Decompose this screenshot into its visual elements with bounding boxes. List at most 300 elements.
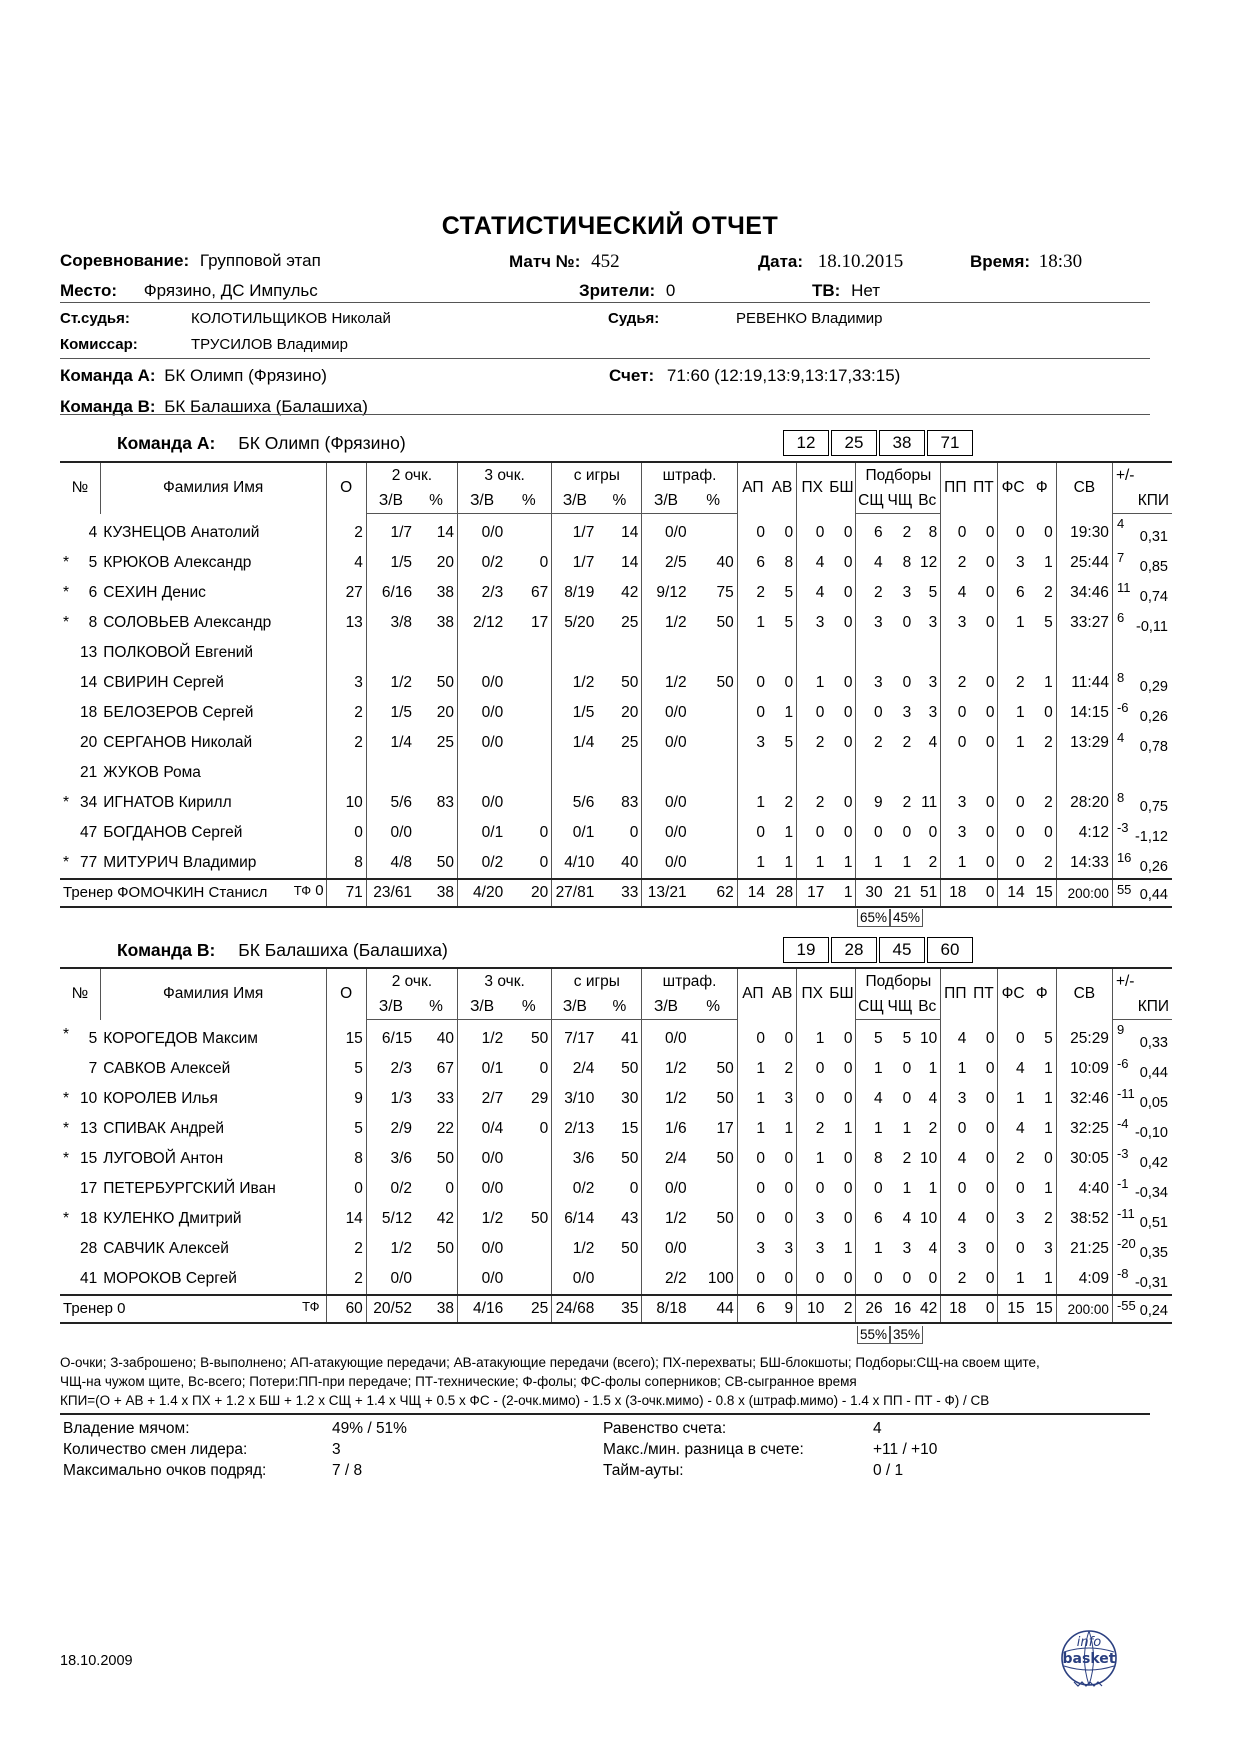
lead-changes-label: Количество смен лидера: [63,1441,248,1458]
cell-vs [914,758,941,788]
cell-f: 1 [1044,1270,1053,1287]
cell-ap: 0 [737,1144,768,1174]
cell-no [60,578,100,608]
plus-minus-value: -11 [1116,1206,1135,1221]
cell-f: 2 [1044,854,1053,871]
cell-vs [914,638,941,668]
col-sv: СВ [1056,462,1112,514]
coach-label: Тренер ФОМОЧКИН Станисл [63,884,268,901]
cell-fgp: 40 [621,854,639,871]
cell-fgp [597,758,642,788]
player-number: 17 [80,1180,98,1197]
total-kpi-value: 0,44 [1139,887,1168,903]
col-rebounds: Подборы [856,968,941,994]
player-number: 4 [88,523,98,541]
cell-p2p: 50 [436,1150,454,1167]
cell-pt: 0 [985,1090,995,1107]
team-a-reb-pct-own: 65% [857,909,890,927]
cell-vs: 5 [928,584,938,601]
player-row [60,608,1172,638]
cell-p2p: 25 [436,734,454,751]
cell-f: 1 [1044,1120,1053,1137]
cell-ap: 1 [737,1054,768,1084]
cell-pts: 10 [326,788,366,818]
cell-sv: 32:46 [1056,1084,1112,1114]
col-two-made: З/В [366,488,415,514]
cell-ft: 1/2 [642,1084,690,1114]
col-bsh: БШ [827,968,856,1020]
head-referee-value: КОЛОТИЛЬЩИКОВ Николай [191,310,391,327]
col-field-goals: с игры [552,462,642,488]
cell-fgp: 50 [621,1150,639,1167]
col-name: Фамилия Имя [100,462,326,514]
cell-av: 1 [784,1120,794,1137]
time-row [970,251,1082,273]
col-fg-made: З/В [552,994,598,1020]
cell-p2p: 14 [436,524,454,541]
cell-ap: 0 [737,1174,768,1204]
cell-pt: 0 [985,1180,995,1197]
technical-fouls [294,882,324,899]
col-pt: ПТ [969,462,998,514]
cell-p3: 0/0 [457,514,506,549]
cell-av: 0 [784,674,794,691]
cell-f: 2 [1044,1210,1053,1227]
cell-bsh: 0 [843,1090,853,1107]
kpi-value: 0,42 [1139,1155,1168,1171]
cell-vs: 3 [928,704,938,721]
cell-p2p: 0 [445,1180,454,1197]
cell-fgp: 50 [621,1240,639,1257]
cell-p3p: 0 [539,824,549,841]
cell-sv: 33:27 [1056,608,1112,638]
total-av: 9 [768,1295,797,1323]
cell-shch: 4 [856,1084,886,1114]
total-kpi [1112,1295,1172,1323]
cell-p3: 0/4 [457,1114,506,1144]
cell-bsh: 0 [843,1270,853,1287]
col-rebounds: Подборы [856,462,941,488]
cell-bsh: 0 [843,1060,853,1077]
total-pp: 18 [941,879,970,907]
cell-ftp: 100 [707,1270,734,1287]
legend-divider [60,1413,1150,1415]
cell-sv: 25:29 [1056,1020,1112,1055]
cell-kpi [1112,1144,1172,1174]
cell-p3p: 0 [539,1120,549,1137]
cell-name: МИТУРИЧ Владимир [103,854,257,871]
total-fg: 27/81 [552,879,598,907]
cell-ft: 0/0 [642,728,690,758]
header-divider-3 [60,414,1150,415]
cell-name: СЕРГАНОВ Николай [103,734,253,751]
cell-fgp: 41 [621,1030,639,1047]
possession-label: Владение мячом: [63,1420,190,1437]
cell-ft: 1/2 [642,608,690,638]
cell-ap: 0 [737,818,768,848]
max-diff-label: Макс./мин. разница в счете: [603,1441,804,1458]
total-px: 17 [797,879,828,907]
cell-chshch: 1 [902,1180,912,1197]
cell-p3p [506,788,552,818]
total-chshch: 16 [886,1295,915,1323]
cell-p2p: 38 [436,584,454,601]
cell-ap: 1 [737,608,768,638]
cell-pp: 4 [941,578,970,608]
plus-minus-value: 4 [1116,730,1125,745]
total-p3: 4/16 [457,1295,506,1323]
cell-av: 0 [784,1180,794,1197]
cell-f: 3 [1044,1240,1053,1257]
cell-no [60,548,100,578]
cell-no [60,1204,100,1234]
cell-px: 0 [797,1264,828,1295]
coach-label: Тренер 0 [63,1300,126,1317]
cell-sv: 14:33 [1056,848,1112,879]
cell-pp: 4 [941,1020,970,1055]
cell-name: СЕХИН Денис [103,584,206,601]
head-referee-label: Ст.судья: [60,310,130,327]
total-fs: 14 [998,879,1028,907]
player-number: 13 [80,644,98,661]
player-row [60,668,1172,698]
kpi-value: 0,33 [1139,1035,1168,1051]
cell-ftp: 50 [716,1090,734,1107]
tf-label: ТФ [293,883,312,898]
cell-pp: 2 [941,668,970,698]
col-kpi: КПИ [1112,994,1172,1020]
cell-shch: 1 [856,1114,886,1144]
cell-name: ЛУГОВОЙ Антон [103,1150,224,1167]
cell-name: МОРОКОВ Сергей [103,1270,237,1287]
cell-fg: 0/0 [552,1264,598,1295]
player-row [60,1204,1172,1234]
col-ft-made: З/В [642,488,690,514]
date-label: Дата: [758,252,804,271]
cell-px [797,758,828,788]
plus-minus-value: 7 [1116,550,1125,565]
date-row [758,251,903,273]
cell-pp: 0 [941,728,970,758]
cell-sv: 30:05 [1056,1144,1112,1174]
cell-f: 1 [1044,1060,1053,1077]
total-f: 15 [1028,879,1057,907]
cell-pp: 2 [941,1264,970,1295]
cell-ap [737,758,768,788]
cell-pt: 0 [985,1120,995,1137]
player-row [60,1020,1172,1055]
col-two-pointers: 2 очк. [366,462,457,488]
cell-bsh: 0 [843,704,853,721]
cell-name: КОРОГЕДОВ Максим [103,1029,258,1047]
cell-fs [998,638,1028,668]
commissioner-row [60,336,138,353]
team-b-reb-pct-own: 55% [857,1326,890,1344]
cell-ap: 0 [737,1020,768,1055]
cell-bsh: 0 [843,523,853,541]
cell-sv: 38:52 [1056,1204,1112,1234]
col-reb-total: Вс [914,488,941,514]
cell-fgp: 0 [629,1180,639,1197]
spectators-value: 0 [665,281,676,300]
cell-vs: 2 [928,854,938,871]
cell-shch: 1 [856,848,886,879]
cell-fgp: 14 [621,554,639,571]
cell-px: 2 [797,788,828,818]
cell-fg: 5/6 [552,788,598,818]
cell-chshch: 2 [902,1150,912,1167]
cell-fgp: 14 [621,524,639,541]
starter-marker: * [63,854,70,871]
kpi-value: -0,34 [1134,1185,1168,1201]
col-free-throws: штраф. [642,968,737,994]
cell-px: 0 [797,1084,828,1114]
kpi-value: 0,26 [1139,709,1168,725]
cell-p2p [415,638,457,668]
plus-minus-value: 11 [1116,580,1131,595]
col-bsh: БШ [827,462,856,514]
total-pts: 71 [326,879,366,907]
starter-marker: * [63,794,70,811]
cell-pts: 2 [326,698,366,728]
cell-p2p: 50 [436,1240,454,1257]
cell-p2p: 42 [436,1210,454,1227]
cell-bsh: 1 [843,1120,853,1137]
cell-shch [856,758,886,788]
tf-label: ТФ [302,1299,320,1314]
cell-sv: 28:20 [1056,788,1112,818]
kpi-value: -1,12 [1134,829,1168,845]
col-points: О [326,968,366,1020]
col-fs: ФС [998,462,1028,514]
total-chshch: 21 [886,879,915,907]
commissioner-value: ТРУСИЛОВ Владимир [191,336,348,353]
spectators-row [579,281,675,301]
cell-p2p: 67 [436,1060,454,1077]
cell-pts: 27 [326,578,366,608]
time-label: Время: [970,252,1031,271]
cell-av: 1 [784,824,794,841]
cell-ftp: 17 [716,1120,734,1137]
cell-name: БЕЛОЗЕРОВ Сергей [103,704,254,721]
cell-p2: 0/0 [366,1264,415,1295]
cell-p3 [457,638,506,668]
match-value: 452 [591,251,620,272]
cell-pt: 0 [985,1060,995,1077]
col-reb-opp: ЧЩ [886,994,915,1020]
cell-ftp [690,1020,738,1055]
cell-no [60,1144,100,1174]
cell-fgp: 25 [621,614,639,631]
cell-av: 1 [784,704,794,721]
cell-f: 1 [1044,554,1053,571]
cell-p2: 1/2 [366,668,415,698]
lead-changes-value: 3 [332,1441,341,1458]
team-a-section-name: БК Олимп (Фрязино) [238,433,406,453]
total-vs: 42 [914,1295,941,1323]
cell-pp: 0 [941,1174,970,1204]
total-ap: 14 [737,879,768,907]
cell-pts: 14 [326,1204,366,1234]
player-row [60,788,1172,818]
cell-kpi [1112,788,1172,818]
total-fs: 15 [998,1295,1028,1323]
cell-bsh: 1 [843,1240,853,1257]
player-number: 7 [88,1060,98,1077]
cell-p2 [366,638,415,668]
cell-fg: 4/10 [552,848,598,879]
cell-fg: 3/10 [552,1084,598,1114]
cell-px: 2 [797,728,828,758]
cell-kpi [1112,1264,1172,1295]
player-number: 14 [80,674,98,691]
cell-p2: 1/2 [366,1234,415,1264]
cell-fg: 1/2 [552,1234,598,1264]
cell-name: БОГДАНОВ Сергей [103,824,243,841]
cell-p3: 0/0 [457,1174,506,1204]
cell-no [60,608,100,638]
cell-p2p: 83 [436,794,454,811]
col-free-throws: штраф. [642,462,737,488]
cell-p3p [506,1234,552,1264]
team-b-rebound-pct [857,1326,923,1344]
cell-p3p: 17 [531,614,549,631]
cell-fs: 0 [998,514,1028,549]
cell-ft: 2/4 [642,1144,690,1174]
cell-p2p [415,758,457,788]
logo-text-info: info [1076,1635,1102,1650]
cell-vs: 3 [928,674,938,691]
starter-marker: * [63,584,70,601]
cell-pts [326,758,366,788]
competition-value: Групповой этап [199,251,321,270]
competition-row [60,251,321,271]
plus-minus-value: -3 [1116,820,1129,835]
total-f: 15 [1028,1295,1057,1323]
team-a-q2: 25 [831,430,877,456]
cell-kpi [1112,1174,1172,1204]
time-value: 18:30 [1038,251,1083,272]
cell-chshch: 0 [902,1090,912,1107]
totals-row [60,879,1172,907]
team-a-reb-pct-opp: 45% [890,909,923,927]
total-av: 28 [768,879,797,907]
col-px: ПХ [797,462,828,514]
cell-pts: 0 [326,1174,366,1204]
cell-p2 [366,758,415,788]
cell-p3: 0/0 [457,698,506,728]
cell-vs: 4 [928,1240,938,1257]
player-number: 15 [80,1150,98,1167]
team-b-quarter-scores [783,937,975,963]
cell-ftp [690,728,738,758]
cell-ftp [690,698,738,728]
player-number: 77 [80,854,98,871]
cell-ap: 6 [737,548,768,578]
cell-fs: 4 [998,1054,1028,1084]
cell-vs: 4 [928,734,938,751]
cell-ftp: 50 [716,674,734,691]
cell-pt: 0 [985,1240,995,1257]
cell-p2: 5/6 [366,788,415,818]
cell-p2p: 50 [436,854,454,871]
plus-minus-value: -3 [1116,1146,1129,1161]
footer-date: 18.10.2009 [60,1653,133,1669]
cell-p3: 0/2 [457,848,506,879]
cell-p3: 0/0 [457,1144,506,1174]
team-a-label: Команда A: [60,366,156,385]
cell-fgp: 83 [621,794,639,811]
cell-no [60,1264,100,1295]
cell-no [60,1054,100,1084]
team-a-quarter-scores [783,430,975,456]
cell-bsh: 0 [843,584,853,601]
cell-shch: 0 [856,1264,886,1295]
cell-fs: 0 [998,1234,1028,1264]
team-b-q2: 28 [831,937,877,963]
cell-pp: 1 [941,848,970,879]
cell-name: СОЛОВЬЕВ Александр [103,614,272,631]
totals-row [60,1295,1172,1323]
cell-p2p [415,818,457,848]
cell-px [797,638,828,668]
col-two-pct: % [415,488,457,514]
cell-pp: 4 [941,1204,970,1234]
possession-value: 49% / 51% [332,1420,407,1437]
cell-av: 0 [784,1210,794,1227]
total-ftp: 44 [690,1295,738,1323]
col-px: ПХ [797,968,828,1020]
total-sv: 200:00 [1056,1295,1112,1323]
cell-chshch: 4 [902,1210,912,1227]
player-row [60,818,1172,848]
cell-av: 5 [784,614,794,631]
starter-marker: * [63,554,70,571]
cell-shch: 3 [856,608,886,638]
total-kpi [1112,879,1172,907]
cell-pt: 0 [985,523,995,541]
cell-pts: 2 [326,514,366,549]
cell-pp [941,638,970,668]
cell-ft: 1/2 [642,1204,690,1234]
cell-f: 2 [1044,584,1053,601]
cell-av: 0 [784,1029,794,1047]
cell-chshch: 3 [902,1240,912,1257]
team-a-row [60,366,327,386]
starter-marker: * [63,1120,70,1137]
tf-value: 0 [315,882,324,899]
competition-label: Соревнование: [60,251,190,270]
cell-f: 0 [1044,704,1053,721]
player-number: 18 [80,704,98,721]
col-ft-pct: % [690,488,738,514]
cell-chshch: 0 [902,824,912,841]
cell-pt: 0 [985,824,995,841]
cell-fg: 3/6 [552,1144,598,1174]
total-fgp: 33 [597,879,642,907]
cell-p2: 4/8 [366,848,415,879]
cell-pt: 0 [985,614,995,631]
cell-no [60,818,100,848]
player-row [60,1054,1172,1084]
cell-pp: 4 [941,1144,970,1174]
total-plus-minus: -55 [1116,1298,1136,1313]
cell-ft: 2/2 [642,1264,690,1295]
cell-p3: 1/2 [457,1020,506,1055]
cell-p3: 0/0 [457,1234,506,1264]
col-name: Фамилия Имя [100,968,326,1020]
cell-vs: 10 [920,1150,938,1167]
